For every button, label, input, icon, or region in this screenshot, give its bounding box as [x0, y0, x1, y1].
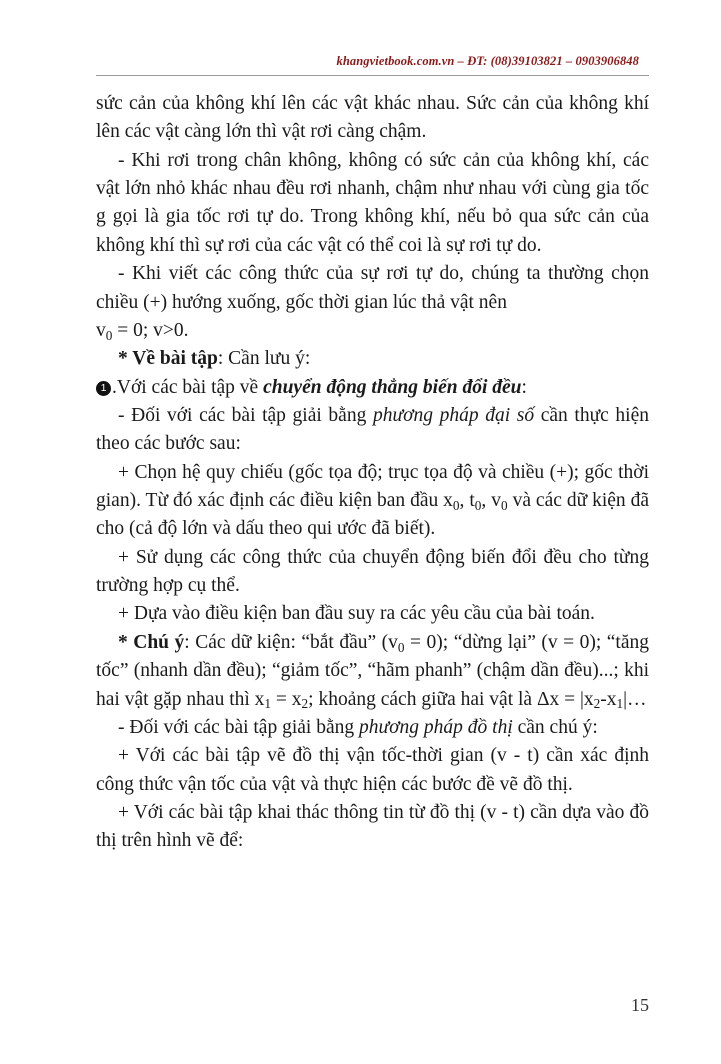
paragraph-10: [96, 629, 649, 714]
paragraph-4: [96, 345, 649, 373]
paragraph-10-c: = x: [271, 688, 302, 710]
sub-t0: 0: [474, 497, 482, 513]
paragraph-4-label: * Về bài tập: [118, 348, 218, 370]
header-divider: [96, 75, 649, 76]
paragraph-6: [96, 402, 649, 459]
paragraph-5-italic: chuyển động thẳng biến đổi đều: [263, 376, 522, 398]
paragraph-5-suffix: :: [521, 376, 527, 398]
paragraph-7: [96, 459, 649, 544]
paragraph-11: [96, 714, 649, 742]
paragraph-13: + Với các bài tập khai thác thông tin từ đồ thị (v - t) cần dựa vào đồ thị trên hình vẽ để:: [96, 801, 649, 852]
paragraph-4-rest: : Cần lưu ý:: [217, 348, 311, 370]
paragraph-7-b: , t: [459, 490, 475, 512]
paragraph-10-label: * Chú ý: [118, 631, 185, 653]
paragraph-6-italic: phương pháp đại số: [372, 404, 535, 426]
page-number: 15: [631, 995, 649, 1015]
paragraph-1: sức cản của không khí lên các vật khác nhau. Sức cản của không khí lên các vật càng lớn thì vật rơi càng chậm.: [96, 93, 649, 143]
paragraph-2: - Khi rơi trong chân không, không có sức cản của không khí, các vật lớn nhỏ khác nhau đều rơi nhanh, chậm như nhau với cùng gia tốc g gọi là gia tốc rơi tự do. Trong không khí, nếu bỏ qua sức cản của không khí thì sự rơi của các vật có thể coi là sự rơi tự do.: [96, 149, 649, 256]
paragraph-10-f: |…: [623, 688, 647, 710]
paragraph-7-c: , v: [481, 490, 501, 512]
paragraph-11-italic: phương pháp đồ thị: [358, 716, 513, 738]
paragraph-7-a: + Chọn hệ quy chiếu (gốc tọa độ; trục tọa độ và chiều (+); gốc thời gian). Từ đó xác định các điều kiện ban đầu x: [96, 461, 649, 512]
sub-x1: 1: [264, 696, 272, 712]
paragraph-8: + Sử dụng các công thức của chuyển động biến đổi đều cho từng trường hợp cụ thể.: [96, 546, 649, 597]
paragraph-9: + Dựa vào điều kiện ban đầu suy ra các yêu cầu của bài toán.: [118, 603, 595, 625]
page-header: khangvietbook.com.vn – ĐT: (08)39103821 – 0903906848: [336, 54, 639, 68]
formula-v-sub: 0: [105, 327, 113, 343]
paragraph-12: + Với các bài tập vẽ đồ thị vận tốc-thời gian (v - t) cần xác định công thức vận tốc của vật và thực hiện các bước đề vẽ đồ thị.: [96, 745, 649, 795]
sub-v0-b: 0: [397, 639, 405, 655]
paragraph-6-suffix: cần thực hiện theo các bước sau:: [96, 404, 649, 455]
formula-v: v: [96, 319, 106, 341]
sub-x0: 0: [452, 497, 460, 513]
paragraph-10-e: -x: [600, 688, 617, 710]
paragraph-3-text: - Khi viết các công thức của sự rơi tự do, chúng ta thường chọn chiều (+) hướng xuống, gốc thời gian lúc thả vật nên: [96, 263, 649, 313]
formula-v-rest: = 0; v>0.: [112, 319, 189, 341]
paragraph-7-d: và các dữ kiện đã cho (cả độ lớn và dấu theo qui ước đã biết).: [96, 490, 650, 540]
sub-x2: 2: [301, 696, 309, 712]
sub-x2-b: 2: [593, 696, 601, 712]
paragraph-3-formula: [96, 317, 649, 345]
sub-x1-b: 1: [616, 696, 624, 712]
paragraph-3: [96, 260, 649, 317]
paragraph-5-prefix: .Với các bài tập về: [112, 376, 264, 398]
paragraph-11-prefix: - Đối với các bài tập giải bằng: [118, 716, 359, 738]
sub-v0: 0: [501, 497, 508, 513]
paragraph-10-d: ; khoảng cách giữa hai vật là Δx = |x: [308, 688, 594, 710]
paragraph-10-a: : Các dữ kiện: “bắt đầu” (v: [184, 631, 398, 653]
paragraph-5: [96, 374, 649, 402]
paragraph-10-b: = 0); “dừng lại” (v = 0); “tăng tốc” (nhanh dần đều); “giảm tốc”, “hãm phanh” (chậm dần đều)...; khi hai vật gặp nhau thì x: [96, 631, 650, 710]
paragraph-11-suffix: cần chú ý:: [512, 716, 598, 738]
document-body: [96, 90, 649, 856]
bullet-one-icon: 1: [96, 381, 111, 396]
paragraph-6-prefix: - Đối với các bài tập giải bằng: [118, 404, 373, 426]
